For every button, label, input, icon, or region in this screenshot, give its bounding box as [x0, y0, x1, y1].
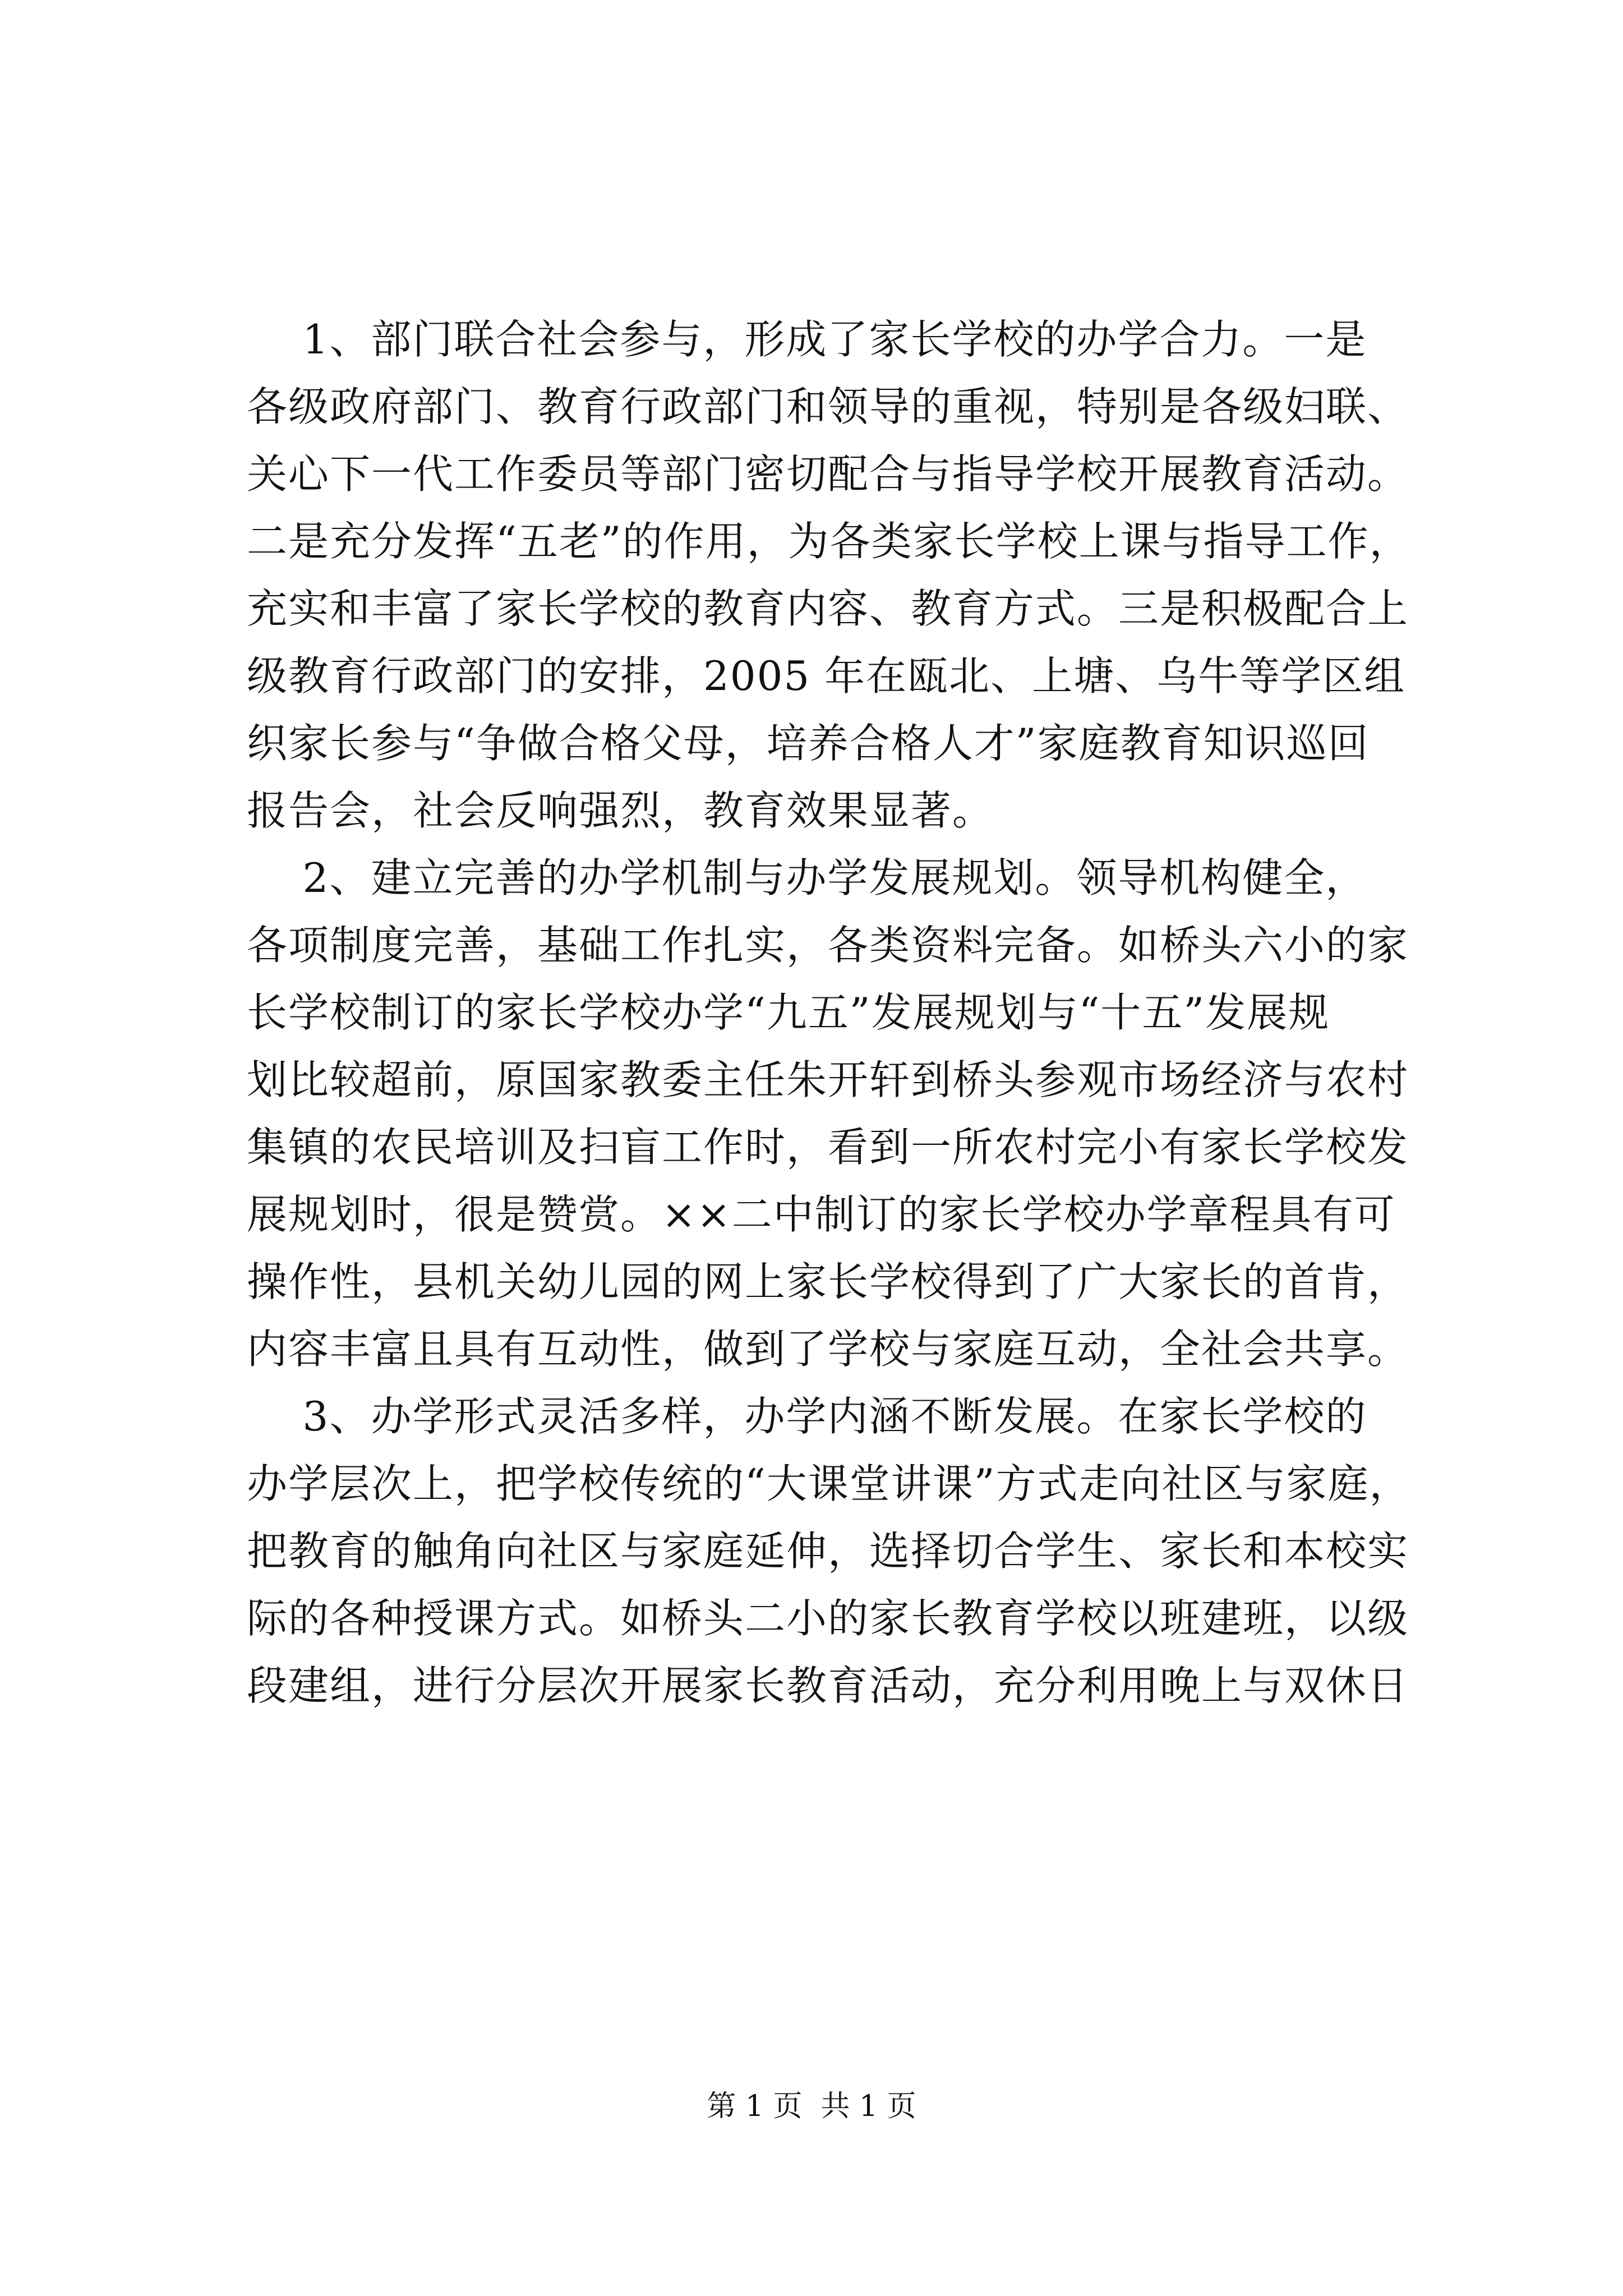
text-line-1: 1、部门联合社会参与，形成了家长学校的办学合力。一是: [247, 316, 1367, 363]
text-line-16: 内容丰富且具有互动性，做到了学校与家庭互动，全社会共享。: [247, 1326, 1409, 1373]
text-line-17: 3、办学形式灵活多样，办学内涵不断发展。在家长学校的: [247, 1393, 1367, 1440]
text-line-6: 级教育行政部门的安排，2005 年在瓯北、上塘、乌牛等学区组: [247, 652, 1406, 700]
text-line-20: 际的各种授课方式。如桥头二小的家长教育学校以班建班，以级: [247, 1595, 1409, 1642]
page-number-footer: 第 1 页 共 1 页: [707, 2090, 916, 2123]
body-text: [247, 306, 1424, 1719]
text-line-11: 长学校制订的家长学校办学“九五”发展规划与“十五”发展规: [247, 989, 1330, 1036]
text-line-2: 各级政府部门、教育行政部门和领导的重视，特别是各级妇联、: [247, 383, 1409, 430]
text-line-14: 展规划时，很是赞赏。××二中制订的家长学校办学章程具有可: [247, 1191, 1396, 1238]
text-line-21: 段建组，进行分层次开展家长教育活动，充分利用晚上与双休日: [247, 1662, 1409, 1709]
text-line-10: 各项制度完善，基础工作扎实，各类资料完备。如桥头六小的家: [247, 922, 1409, 969]
text-line-13: 集镇的农民培训及扫盲工作时，看到一所农村完小有家长学校发: [247, 1124, 1409, 1171]
text-line-7: 织家长参与“争做合格父母，培养合格人才”家庭教育知识巡回: [247, 720, 1370, 767]
text-line-8: 报告会，社会反响强烈，教育效果显著。: [247, 787, 994, 834]
text-line-9: 2、建立完善的办学机制与办学发展规划。领导机构健全，: [247, 854, 1367, 901]
text-line-3: 关心下一代工作委员等部门密切配合与指导学校开展教育活动。: [247, 450, 1409, 498]
text-line-12: 划比较超前，原国家教委主任朱开轩到桥头参观市场经济与农村: [247, 1056, 1409, 1103]
text-line-18: 办学层次上，把学校传统的“大课堂讲课”方式走向社区与家庭，: [247, 1460, 1411, 1507]
text-line-4: 二是充分发挥“五老”的作用，为各类家长学校上课与指导工作，: [247, 518, 1411, 565]
text-line-15: 操作性，县机关幼儿园的网上家长学校得到了广大家长的首肯，: [247, 1258, 1409, 1305]
text-line-5: 充实和丰富了家长学校的教育内容、教育方式。三是积极配合上: [247, 585, 1409, 632]
text-line-19: 把教育的触角向社区与家庭延伸，选择切合学生、家长和本校实: [247, 1527, 1409, 1575]
